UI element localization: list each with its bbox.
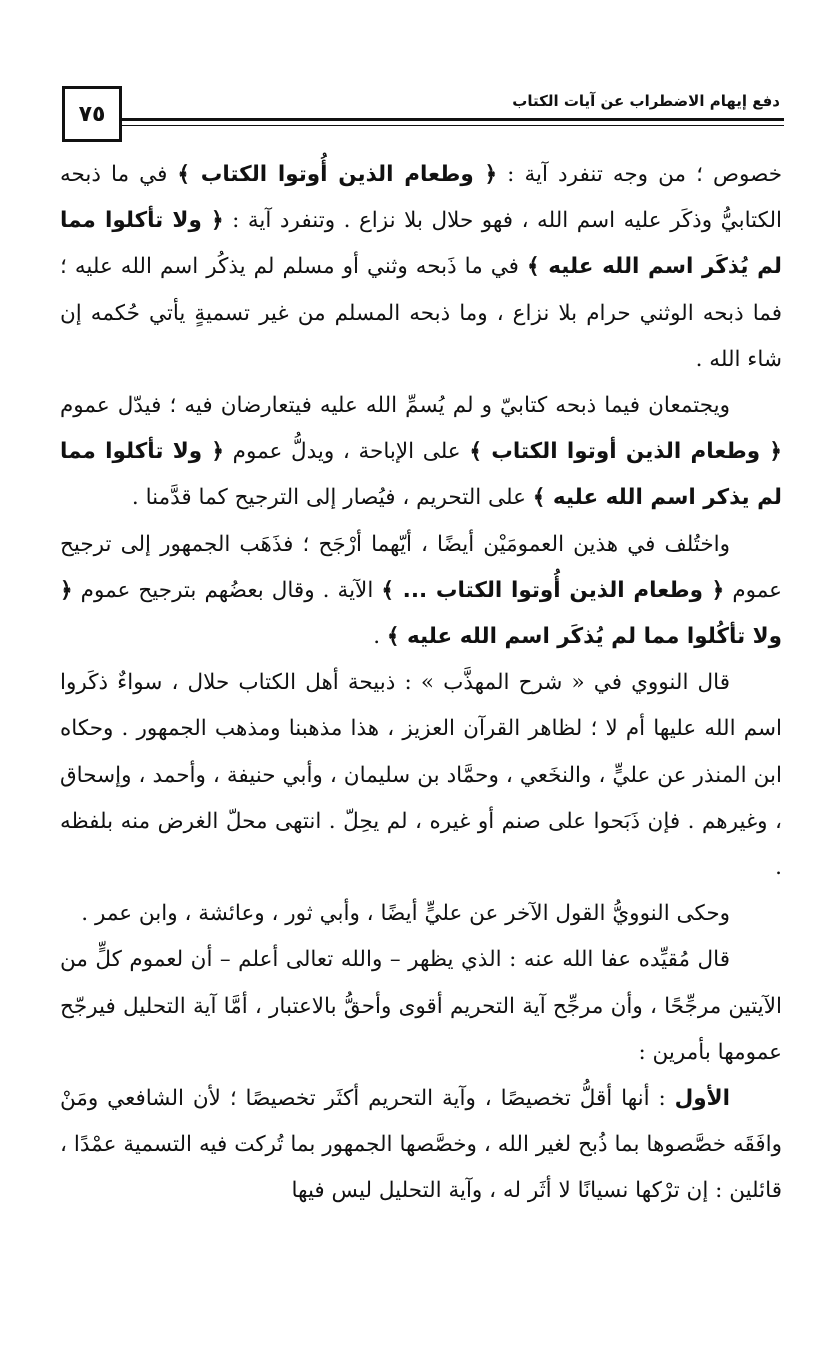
paragraph-7 xyxy=(60,1076,782,1215)
text-run: في ما ذبحه الكتابيُّ وذكَر عليه اسم الله ، فهو حلال بلا نزاع . وتنفرد آية : xyxy=(60,162,783,234)
text-run: على الإباحة ، ويدلُّ عموم xyxy=(223,439,470,465)
paragraph-1 xyxy=(60,152,782,383)
paragraph-4: قال النووي في « شرح المهذَّب » : ذبيحة أهل الكتاب حلال ، سواءٌ ذكَروا اسم الله عليها أم لا ؛ لظاهر القرآن العزيز ، هذا مذهبنا ومذهب الجمهور . وحكاه ابن المنذر عن عليٍّ ، والنخَعي ، وحمَّاد بن سليمان ، وأبي حنيفة ، وأحمد ، وإسحاق ، وغيرهم . فإن ذَبَحوا على صنم أو غيره ، لم يحِلّ . انتهى محلّ الغرض منه بلفظه . xyxy=(60,670,782,881)
quran-verse: ﴿ وطعام الذين أُوتوا الكتاب ... ﴾ xyxy=(381,577,725,603)
quran-verse: ﴿ وطعام الذين أوتوا الكتاب ﴾ xyxy=(469,439,782,465)
main-text xyxy=(60,152,782,1215)
quran-verse: ﴿ ولا تأكلوا مما لم يُذكَر اسم الله عليه ﴾ xyxy=(60,208,783,280)
text-run: الآية . وقال بعضُهم بترجيح عموم xyxy=(72,577,382,603)
point-label: الأول xyxy=(674,1086,730,1112)
quran-verse: ﴿ ولا تأكلوا مما لم يذكر اسم الله عليه ﴾ xyxy=(60,439,782,511)
paragraph-3 xyxy=(60,522,782,661)
paragraph-2 xyxy=(60,383,782,522)
text-run: على التحريم ، فيُصار إلى الترجيح كما قدَّمنا . xyxy=(131,485,533,511)
text-run: ويجتمعان فيما ذبحه كتابيّ و لم يُسمِّ الله عليه فيتعارضان فيه ؛ فيدّل عموم xyxy=(60,393,730,419)
quran-verse: ﴿ وطعام الذين أُوتوا الكتاب ﴾ xyxy=(177,162,498,187)
text-run: في ما ذَبحه وثني أو مسلم لم يذكُر اسم الله عليه ؛ فما ذبحه الوثني حرام بلا نزاع ، وما ذبحه المسلم من غير تسميةٍ يأتي حُكمه إن شاء الله . xyxy=(60,254,782,372)
text-run: واختُلف في هذين العمومَيْن أيضًا ، أيّهما أرْجَح ؛ فذَهَب الجمهور إلى ترجيح عموم xyxy=(60,531,783,603)
quran-verse: ﴿ ولا تأكُلوا مما لم يُذكَر اسم الله عليه ﴾ xyxy=(60,577,782,650)
header-rule-thin xyxy=(122,125,784,126)
paragraph-5: وحكى النوويُّ القول الآخر عن عليٍّ أيضًا ، وأبي ثور ، وعائشة ، وابن عمر . xyxy=(81,901,730,927)
page-number xyxy=(62,86,122,142)
text-run: . xyxy=(373,624,387,650)
page-number-text: ٧٥ xyxy=(78,101,106,127)
running-header: دفع إيهام الاضطراب عن آيات الكتاب xyxy=(512,92,780,110)
text-run: خصوص ؛ من وجه تنفرد آية : xyxy=(497,162,783,187)
text-run: : أنها أقلُّ تخصيصًا ، وآية التحريم أكثَر تخصيصًا ؛ لأن الشافعي ومَنْ وافَقَه خصَّصوها بما ذُبح لغير الله ، وخصَّصها الجمهور بما تُركت فيه التسمية عمْدًا ، قائلين : إن ترْكها نسيانًا لا أثَر له ، وآية التحليل ليس فيها xyxy=(60,1086,782,1204)
paragraph-6: قال مُقيِّده عفا الله عنه : الذي يظهر – والله تعالى أعلم – أن لعموم كلٍّ من الآيتين مرجِّحًا ، وأن مرجِّح آية التحريم أقوى وأحقُّ بالاعتبار ، أمَّا آية التحليل فيرجّح عمومها بأمرين : xyxy=(60,947,782,1065)
header-rule-thick xyxy=(122,118,784,121)
